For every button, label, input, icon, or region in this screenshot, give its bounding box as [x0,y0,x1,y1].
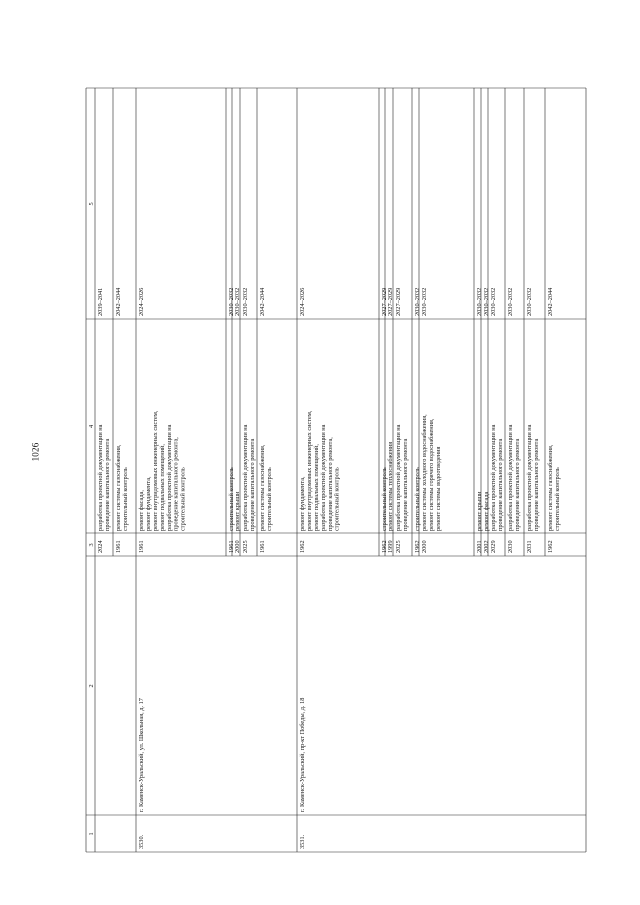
work-type-line: ремонт внутридомовых инженерных систем, [152,410,159,531]
period-cell: 2039–2041 [97,287,105,316]
work-type-line: разработка проектной документации на [507,424,515,531]
period-cell: 2030–2032 [234,287,242,316]
year-cell: 2025 [242,540,250,553]
work-type-line: ремонт системы газоснабжения, [259,444,267,531]
work-type-line: строительный контроль [228,467,236,531]
year-cell: 1961 [115,540,123,553]
year-cell: 1962 [299,540,307,553]
work-type-line: проведение капитального ремонта, [326,437,334,531]
work-type-line: строительный контроль [122,467,130,531]
work-type-line: ремонт фундамента, [299,476,307,531]
work-type-line: строительный контроль [414,467,422,531]
work-type-line: ремонт системы горячего водоснабжения, [428,418,436,531]
year-cell: 2002 [483,540,491,553]
object-number: 3530. [138,834,146,849]
work-type-line: проведение капитального ремонта, [172,437,180,531]
page-number: 1026 [30,442,41,462]
work-type-line: разработка проектной документации на [395,424,403,531]
period-cell: 2030–2032 [476,287,484,316]
work-type-line: ремонт фасада [483,491,491,531]
work-type-line: разработка проектной документации на [319,424,327,531]
column-header: 4 [88,424,95,428]
work-type-line: ремонт системы водоотведения [435,446,442,531]
period-cell: 2027–2029 [395,287,403,316]
year-cell: 1962 [414,540,422,553]
period-cell: 2024–2026 [299,287,307,316]
period-cell: 2027–2029 [381,287,389,316]
period-cell: 2030–2032 [414,287,422,316]
work-type-line: ремонт фасада, [138,490,146,531]
object-address: г. Каменск-Уральский, ул. Школьная, д. 17 [138,698,146,812]
work-type-line: ремонт крыши [234,491,242,531]
work-type-line: ремонт подвальных помещений, [158,444,166,531]
year-cell: 1961 [228,540,236,553]
period-cell: 2030–2032 [242,287,250,316]
work-type-line: разработка проектной документации на [526,424,534,531]
period-cell: 2030–2032 [507,287,515,316]
work-type-line: разработка проектной документации на [242,424,250,531]
work-type-line: разработка проектной документации на [165,424,173,531]
work-type-line: ремонт системы газоснабжения, [547,444,555,531]
work-type-line: ремонт крыши [476,491,484,531]
column-header: 2 [88,684,95,688]
work-type-line: проведение капитального ремонта [497,438,505,531]
year-cell: 1962 [381,540,389,553]
period-cell: 2024–2026 [138,287,146,316]
period-cell: 2030–2032 [526,287,534,316]
year-cell: 2029 [490,540,498,553]
work-type-line: строительный контроль [333,467,341,531]
year-cell: 1962 [547,540,555,553]
work-type-line: проведение капитального ремонта [249,438,257,531]
work-type-line: ремонт подвальных помещений, [313,444,320,531]
year-cell: 2025 [395,540,403,553]
period-cell: 2030–2032 [490,287,498,316]
year-cell: 1961 [259,540,267,553]
period-cell: 2030–2032 [421,287,429,316]
work-type-line: ремонт системы газоснабжения, [115,444,123,531]
work-type-line: проведение капитального ремонта [402,438,410,531]
period-cell: 2042–2044 [259,287,267,316]
work-type-line: разработка проектной документации на [97,424,105,531]
year-cell: 2001 [476,540,484,553]
work-type-line: ремонт фундамента, [145,476,153,531]
work-type-line: строительный контроль [554,467,562,531]
year-cell: 2024 [97,540,105,553]
repair-schedule-table [86,88,586,852]
column-header: 1 [88,832,95,836]
work-type-line: строительный контроль [266,467,274,531]
work-type-line: строительный контроль [381,467,389,531]
period-cell: 2042–2044 [547,287,555,316]
work-type-line: проведение капитального ремонта [104,438,112,531]
work-type-line: ремонт системы холодного водоснабжения, [421,414,429,531]
period-cell: 2030–2032 [483,287,491,316]
object-address: г. Каменск-Уральский, пр-кт Победы, д. 18 [299,697,307,812]
year-cell: 2031 [526,540,534,553]
column-header: 5 [88,202,95,206]
year-cell: 2030 [507,540,515,553]
object-number: 3531. [299,834,307,849]
work-type-line: ремонт системы теплоснабжения [387,441,395,531]
work-type-line: строительный контроль [179,467,187,531]
period-cell: 2042–2044 [115,287,123,316]
work-type-line: разработка проектной документации на [490,424,498,531]
period-cell: 2027–2029 [387,287,395,316]
year-cell: 2000 [234,540,242,553]
year-cell: 2000 [421,540,429,553]
work-type-line: ремонт внутридомовых инженерных систем, [306,410,314,531]
period-cell: 2030–2032 [228,287,236,316]
year-cell: 1999 [387,540,395,553]
work-type-line: проведение капитального ремонта [533,438,541,531]
work-type-line: проведение капитального ремонта [514,438,522,531]
column-header: 3 [88,543,95,547]
year-cell: 1961 [138,540,146,553]
